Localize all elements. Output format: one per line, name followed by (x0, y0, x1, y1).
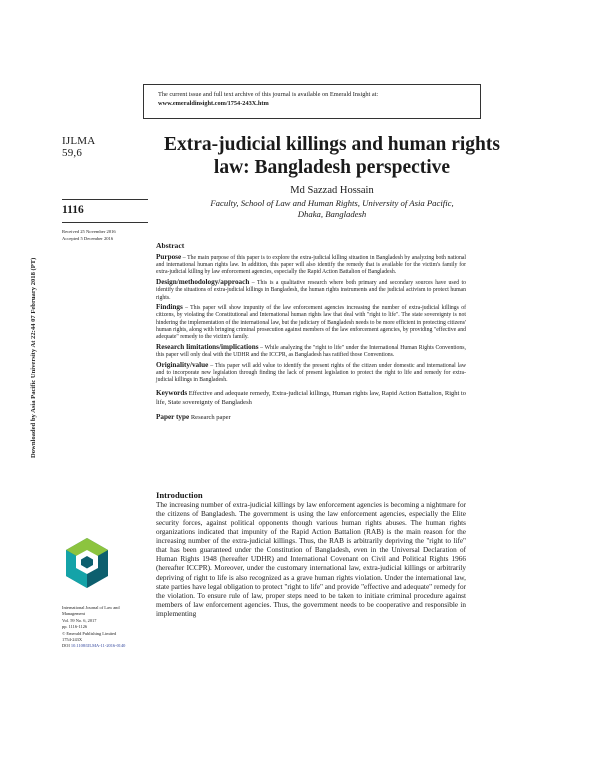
affiliation-line-1: Faculty, School of Law and Human Rights, University of Asia Pacific, (210, 198, 454, 208)
journal-code: IJLMA (62, 135, 96, 147)
journal-info-line: Management (62, 611, 85, 617)
article-title: Extra-judicial killings and human rights law: Bangladesh perspective (164, 134, 500, 178)
purpose-label: Purpose (156, 253, 182, 261)
archive-url-link[interactable]: www.emeraldinsight.com/1754-243X.htm (158, 100, 269, 108)
doi-label: DOI (62, 643, 70, 649)
limitations-text: – While analyzing the "right to life" under the International Human Rights Conventions, this paper will only deal with the UDHR and the ICCPR, as Bangladesh has ratified those Conventions. (156, 344, 466, 358)
volume-issue: 59,6 (62, 146, 83, 159)
side-divider-top (62, 199, 148, 200)
journal-info-line: International Journal of Law and (62, 605, 120, 610)
originality-label: Originality/value (156, 360, 209, 369)
introduction-text: The increasing number of extra-judicial killings by law enforcement agencies is becoming a nightmare for the citizens of Bangladesh. The government is using the law enforcement agencies, especially the Elite security forces, against political opponents though various human rights abuses. The human rights organizations indicated that impunity of the Rapid Action Battalion (RAB) is the main reason for the increasing number of the extra-judicial killings. Thus, the RAB is arbitrarily depriving the "right to life" that has been guaranteed under the Constitution of Bangladesh, even in the Universal Declaration of Human Rights 1948 (hereafter UDHR) and International Covenant on Civil and Political Rights 1966 (hereafter ICCPR). Moreover, under the customary international law, extra-judicial killings or arbitrarily depriving of right to life is also recognized as a grave human rights violation. Under the international law, state parties have legal obligation to protect "right to life" and provide "effective and adequate" remedy for the violation. To ensure rule of law, proper steps need to be taken to initiate criminal procedure against members of law enforcement agencies. Thus, the government needs to be cooperative and responsible in implementing (156, 501, 466, 618)
journal-info-block (62, 605, 154, 650)
abstract-findings (156, 303, 466, 341)
journal-info-line: Vol. 59 No. 6, 2017 (62, 617, 97, 623)
purpose-text: – The main purpose of this paper is to explore the extra-judicial killing situation in Bangladesh by analyzing both national and international human rights law. In addition, this paper will also identify the remedy that is available for the victim's family for extra-judicial killing by law enforcement agencies, especially the Rapid Action Battalion of Bangladesh. (156, 255, 466, 276)
design-text: – This is a qualitative research where both primary and secondary sources have used to identify the situations of extra-judicial killings in Bangladesh, the human rights instruments and the judicial activism to protect human rights. (156, 280, 466, 301)
design-label: Design/methodology/approach (156, 278, 250, 287)
abstract-limitations (156, 343, 466, 359)
journal-code-block (62, 136, 95, 159)
findings-label: Findings (156, 303, 183, 312)
paper-type-text: Research paper (189, 413, 231, 421)
introduction-section (156, 490, 466, 619)
keywords-label: Keywords (156, 389, 188, 398)
journal-info-line: pp. 1116-1126 (62, 624, 88, 630)
abstract-purpose (156, 253, 466, 277)
page-number: 1116 (62, 204, 84, 216)
abstract-originality (156, 361, 466, 385)
paper-type (156, 413, 466, 421)
findings-text: – This paper will show impunity of the law enforcement agencies increasing the number of extra-judicial killings of citizens, by violating the Constitutional and International human rights law that deal with "right to life". The state sovereignty is not hindering the implementation of the international law, but the judiciary of Bangladesh needs to be more efficient in protecting citizens' human rights, along with bringing criminal prosecution against members of the law enforcement agencies, by providing "effective and adequate" remedy to the victim's family. (156, 305, 466, 341)
archive-notice-text: The current issue and full text archive of this journal is available on Emerald Insight at: (158, 91, 379, 98)
paper-type-label: Paper type (156, 412, 190, 421)
keywords-text: Effective and adequate remedy, Extra-judicial killings, Human rights law, Rapid Action Battalion, Right to life, State sovereignty of Bangladesh (156, 390, 466, 407)
doi-line (62, 643, 154, 649)
journal-info-line: 1754-243X (62, 636, 83, 642)
download-watermark: Downloaded by Asia Pacific University At 22:44 07 February 2018 (PT) (30, 257, 37, 458)
affiliation-line-2: Dhaka, Bangladesh (297, 208, 367, 219)
abstract-design (156, 278, 466, 302)
journal-info-line: © Emerald Publishing Limited (62, 630, 117, 636)
emerald-logo-icon (66, 538, 108, 588)
received-date: Received 25 November 2016 (62, 229, 116, 234)
author-name: Md Sazzad Hossain (290, 185, 374, 196)
keywords (156, 389, 466, 408)
abstract-section (156, 241, 466, 421)
limitations-label: Research limitations/implications (156, 342, 259, 351)
submission-dates (62, 229, 116, 243)
abstract-heading: Abstract (156, 241, 185, 250)
archive-notice-box (143, 84, 481, 119)
side-divider-bottom (62, 222, 148, 223)
originality-text: – This paper will add value to identify the present rights of the citizen under domestic and international law and to incorporate new legislation through finding the lack of present legislation to protect the right to life and remedy for extra-judicial killings in Bangladesh. (156, 362, 466, 384)
doi-link[interactable]: 10.1108/IJLMA-11-2016-0140 (70, 643, 126, 649)
author-affiliation (162, 198, 502, 219)
accepted-date: Accepted 5 December 2016 (62, 235, 114, 241)
introduction-heading: Introduction (156, 490, 203, 500)
